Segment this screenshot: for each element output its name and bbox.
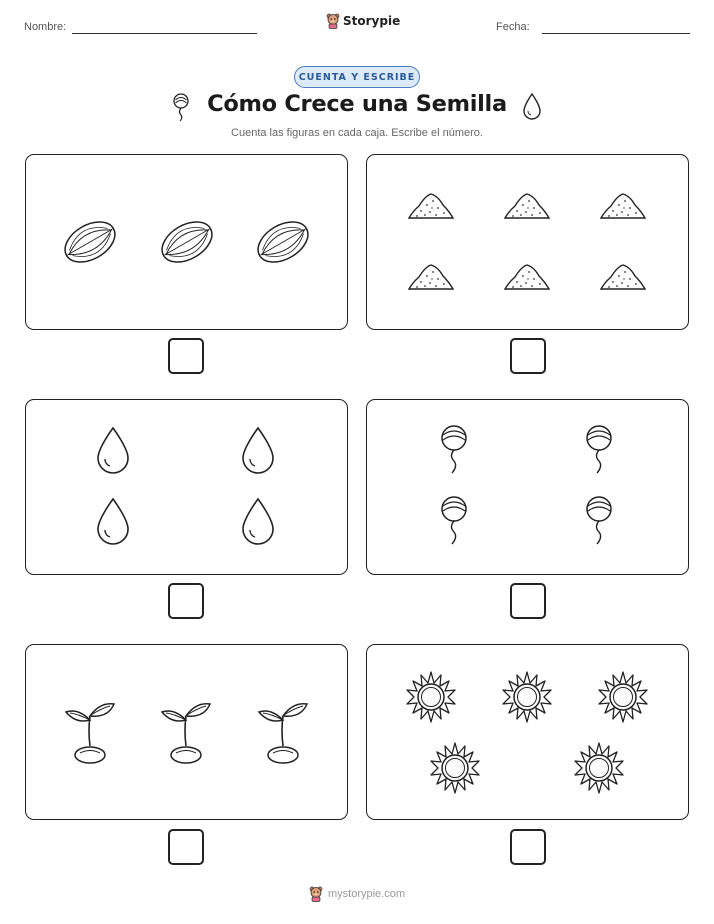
date-line[interactable] bbox=[542, 33, 690, 34]
sprouting-seed-icon bbox=[582, 424, 616, 476]
seed-sprout-icon bbox=[170, 92, 192, 122]
seedling-icon bbox=[160, 700, 212, 766]
answer-box[interactable] bbox=[168, 829, 204, 865]
sun-icon bbox=[429, 742, 481, 794]
answer-box[interactable] bbox=[510, 338, 546, 374]
water-drop-icon bbox=[95, 497, 131, 547]
footer bbox=[309, 886, 405, 902]
soil-mound-icon bbox=[599, 262, 647, 292]
soil-mound-icon bbox=[407, 191, 455, 221]
worksheet-title: Cómo Crece una Semilla bbox=[207, 91, 507, 117]
sprouting-seed-icon bbox=[582, 495, 616, 547]
date-label: Fecha: bbox=[496, 21, 530, 33]
answer-box[interactable] bbox=[168, 583, 204, 619]
seed-icon bbox=[62, 214, 118, 270]
counting-card-sprouting-seeds bbox=[366, 399, 689, 575]
sun-icon bbox=[501, 671, 553, 723]
answer-box[interactable] bbox=[510, 829, 546, 865]
instructions: Cuenta las figuras en cada caja. Escribe el número. bbox=[231, 127, 483, 139]
sun-icon bbox=[573, 742, 625, 794]
water-drop-icon bbox=[240, 497, 276, 547]
soil-mound-icon bbox=[503, 191, 551, 221]
bear-mascot-icon bbox=[326, 13, 340, 29]
footer-url[interactable]: mystorypie.com bbox=[328, 888, 406, 900]
brand-logo bbox=[326, 13, 400, 29]
brand-name: Storypie bbox=[343, 14, 401, 28]
water-drop-icon bbox=[95, 426, 131, 476]
sprouting-seed-icon bbox=[437, 424, 471, 476]
counting-card-water bbox=[25, 399, 348, 575]
bear-mascot-icon bbox=[309, 886, 323, 902]
answer-box[interactable] bbox=[510, 583, 546, 619]
sun-icon bbox=[405, 671, 457, 723]
counting-card-soil bbox=[366, 154, 689, 330]
name-label: Nombre: bbox=[24, 21, 67, 33]
seed-icon bbox=[255, 214, 311, 270]
sprouting-seed-icon bbox=[437, 495, 471, 547]
answer-box[interactable] bbox=[168, 338, 204, 374]
activity-tag: CUENTA Y ESCRIBE bbox=[294, 66, 420, 88]
seed-icon bbox=[159, 214, 215, 270]
seedling-icon bbox=[257, 700, 309, 766]
sun-icon bbox=[597, 671, 649, 723]
soil-mound-icon bbox=[407, 262, 455, 292]
water-drop-icon bbox=[521, 92, 543, 122]
soil-mound-icon bbox=[503, 262, 551, 292]
seedling-icon bbox=[64, 700, 116, 766]
name-line[interactable] bbox=[72, 33, 257, 34]
soil-mound-icon bbox=[599, 191, 647, 221]
water-drop-icon bbox=[240, 426, 276, 476]
